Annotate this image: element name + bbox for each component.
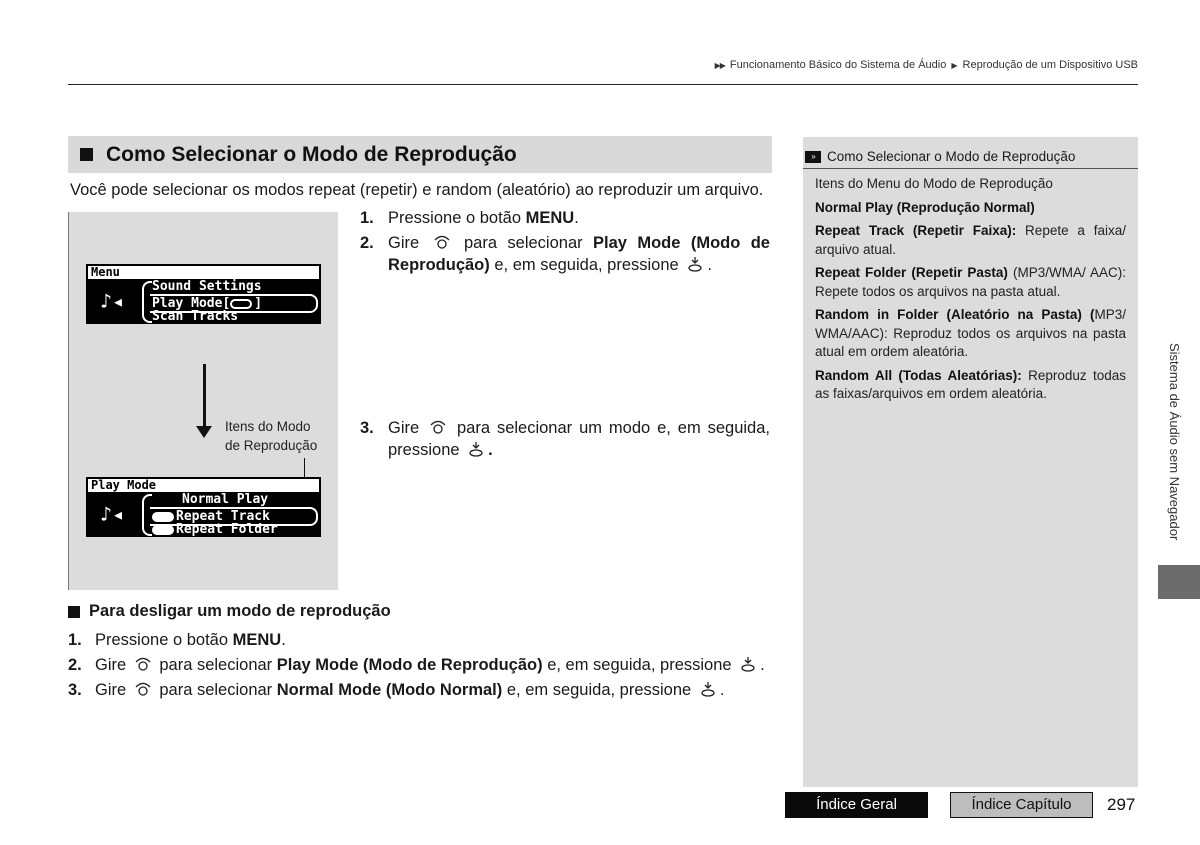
note-body (815, 175, 1126, 409)
callout-line-2: de Reprodução (225, 438, 318, 453)
note-item-title: Normal Play (Reprodução Normal) (815, 199, 1035, 215)
subsection-title-text: Para desligar um modo de reprodução (89, 602, 391, 620)
step-text: Gire (95, 681, 127, 699)
note-item-text: Repete a faixa/ arquivo atual. (815, 223, 1126, 257)
music-note-icon: ♪◂ (100, 502, 125, 526)
note-intro: Itens do Menu do Modo de Reprodução (815, 176, 1053, 191)
step-1 (360, 207, 772, 229)
press-knob-icon (739, 656, 757, 672)
square-bullet-icon (68, 606, 80, 618)
double-chevron-icon: » (805, 151, 821, 163)
note-title: Como Selecionar o Modo de Reprodução (827, 149, 1076, 164)
step-text: . (281, 631, 286, 649)
step-text: Gire (388, 234, 420, 252)
substep-1 (68, 629, 286, 651)
note-item-random-all (815, 367, 1126, 404)
index-general-button[interactable]: Índice Geral (785, 792, 928, 818)
menu-button-label: MENU (232, 631, 282, 649)
chapter-tab-marker (1158, 565, 1200, 599)
step-text: para selecionar (154, 656, 277, 674)
lcd-menu-screen (86, 264, 321, 324)
step-text: . (719, 681, 725, 699)
music-note-icon: ♪◂ (100, 289, 125, 313)
repeat-track-icon (152, 512, 174, 522)
step-text: Pressione o botão (95, 631, 233, 649)
note-item-title: Random in Folder (Aleatório na Pasta) ( (815, 307, 1095, 322)
note-item-title: Repeat Track (Repetir Faixa): (815, 223, 1017, 238)
play-mode-label: Play Mode (Modo de Reprodução) (388, 234, 770, 274)
side-note-panel (803, 137, 1138, 787)
press-knob-icon (686, 256, 704, 272)
step-text: e, em seguida, pressione (489, 256, 679, 274)
note-item-text: Reproduz todas as faixas/arquivos em ordem aleatória. (815, 367, 1126, 401)
down-arrowhead-icon (196, 426, 212, 438)
index-chapter-button[interactable]: Índice Capítulo (950, 792, 1093, 818)
breadcrumb-item-usb[interactable]: Reprodução de um Dispositivo USB (962, 59, 1138, 71)
section-title: Como Selecionar o Modo de Reprodução (106, 142, 517, 166)
step-text: para selecionar (154, 681, 277, 699)
callout-line-1: Itens do Modo (225, 419, 311, 434)
lcd-repeat-folder-label: Repeat Folder (176, 522, 278, 537)
lcd-play-mode-bracket: ] (254, 296, 263, 311)
step-number: 3. (68, 681, 82, 699)
arrow-icon: ▶ (951, 60, 958, 70)
lcd-repeat-track-label: Repeat Track (176, 509, 270, 524)
callout-play-mode-items (225, 417, 317, 455)
repeat-mode-icon (230, 299, 252, 309)
section-title-bar (68, 136, 772, 173)
note-item-text: (MP3/WMA/ AAC): Repete todos os arquivos na pasta atual. (815, 265, 1127, 299)
lcd-header: Menu (88, 266, 319, 279)
note-item-repeat-track (815, 222, 1126, 259)
subsection-title (68, 602, 391, 621)
step-number: 3. (360, 419, 374, 437)
normal-mode-label: Normal Mode (Modo Normal) (276, 681, 503, 699)
step-text: . (707, 256, 712, 274)
step-number: 2. (360, 234, 374, 252)
press-knob-icon (699, 681, 717, 697)
note-item-title: Repeat Folder (Repetir Pasta) (815, 265, 1008, 280)
lcd-line-scan-tracks: Scan Tracks (152, 309, 239, 324)
step-3 (360, 417, 770, 461)
lcd-line-sound-settings: Sound Settings (152, 279, 262, 294)
rotate-knob-icon (433, 234, 451, 250)
breadcrumb (715, 59, 1138, 71)
step-text: Pressione o botão (388, 209, 526, 227)
step-text: e, em seguida, pressione (502, 681, 692, 699)
lcd-play-mode-label: Play Mode[ (152, 296, 231, 311)
repeat-folder-icon (152, 525, 174, 535)
substep-3 (68, 679, 724, 701)
double-arrow-icon: ▶▶ (714, 60, 725, 70)
header-rule (68, 84, 1138, 85)
step-number: 1. (68, 631, 82, 649)
step-2 (360, 232, 770, 276)
step-text: . (574, 209, 579, 227)
step-text: Gire (95, 656, 127, 674)
note-header (803, 147, 1138, 169)
lcd-line-normal-play: Normal Play (182, 492, 269, 507)
press-knob-icon (467, 441, 485, 457)
lcd-header: Play Mode (88, 479, 319, 492)
page-number: 297 (1107, 795, 1136, 814)
substep-2 (68, 654, 765, 676)
step-number: 1. (360, 209, 374, 227)
note-item-repeat-folder (815, 264, 1126, 301)
chapter-side-label: Sistema de Áudio sem Navegador (1167, 343, 1182, 541)
rotate-knob-icon (429, 419, 447, 435)
note-item-random-folder (815, 306, 1126, 362)
play-mode-label: Play Mode (Modo de Reprodução) (276, 656, 543, 674)
step-text: Gire (388, 419, 420, 437)
step-text: para selecionar um modo e, em seguida, pressione (388, 419, 770, 459)
lcd-line-repeat-folder (152, 522, 278, 537)
step-text: . (488, 441, 493, 459)
display-figure (68, 212, 338, 590)
note-item-normal-play (815, 199, 1126, 218)
note-item-text: MP3/ WMA/AAC): Reproduz todos os arquivos na pasta atual em ordem aleatória. (815, 307, 1126, 359)
rotate-knob-icon (134, 656, 152, 672)
lcd-play-mode-screen (86, 477, 321, 537)
intro-text: Você pode selecionar os modos repeat (repetir) e random (aleatório) ao reproduzir um arquivo. (70, 181, 764, 199)
step-text: . (760, 656, 765, 674)
square-bullet-icon (80, 148, 93, 161)
breadcrumb-item-audio-basics[interactable]: Funcionamento Básico do Sistema de Áudio (729, 59, 947, 71)
note-item-title: Random All (Todas Aleatórias): (815, 367, 1022, 383)
rotate-knob-icon (134, 681, 152, 697)
step-number: 2. (68, 656, 82, 674)
down-arrow-icon (203, 364, 206, 430)
step-text: e, em seguida, pressione (542, 656, 732, 674)
step-text: para selecionar (453, 234, 594, 252)
menu-button-label: MENU (525, 209, 575, 227)
